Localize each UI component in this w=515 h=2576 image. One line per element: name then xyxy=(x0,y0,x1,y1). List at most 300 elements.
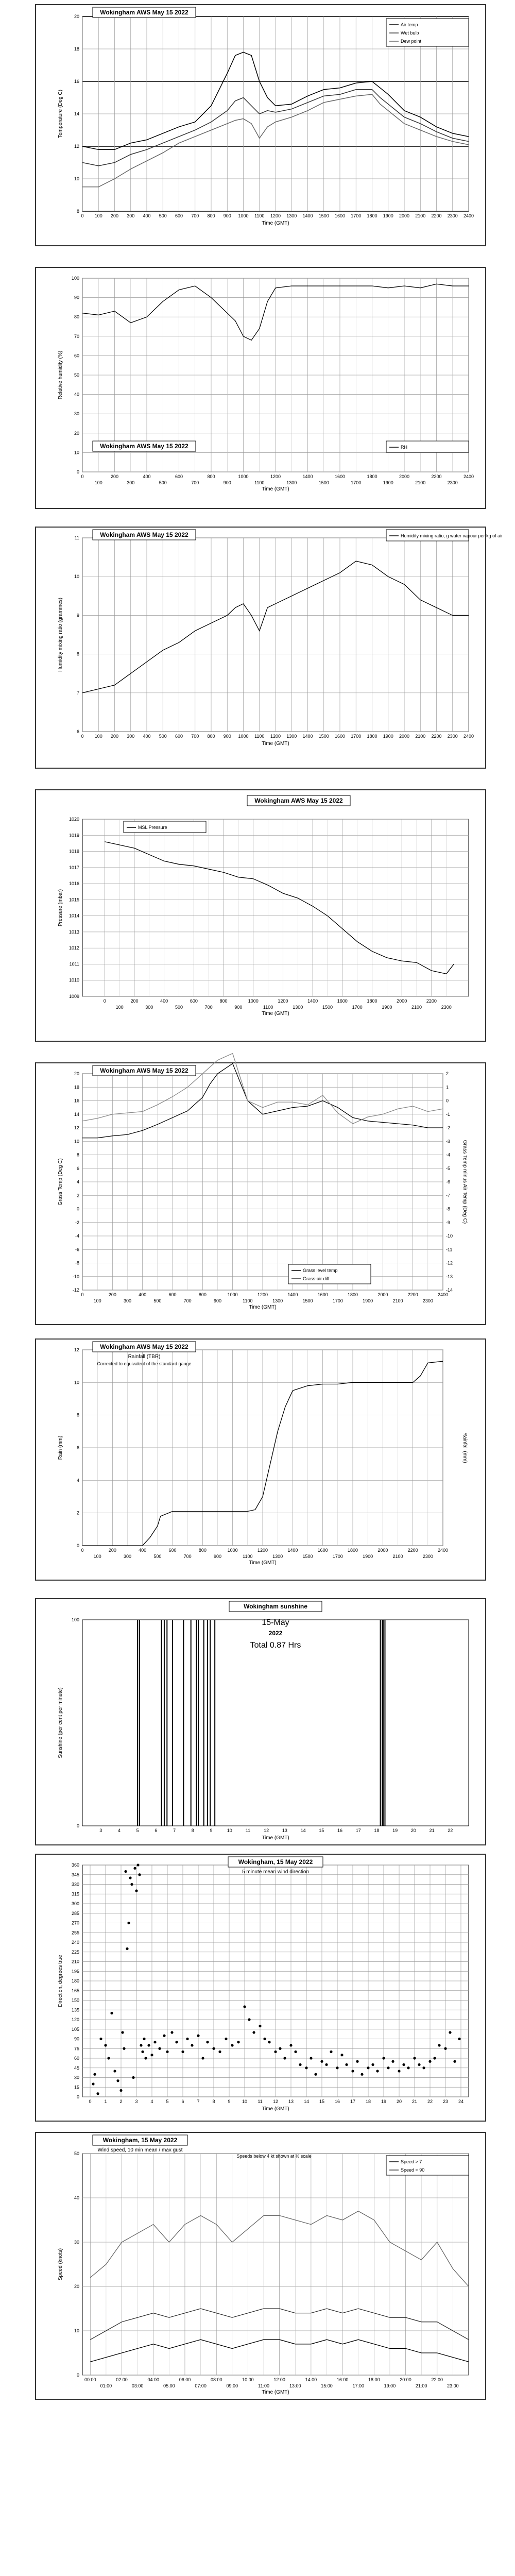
y-tick-label: 1015 xyxy=(68,897,79,903)
chart-title: Wokingham AWS May 15 2022 xyxy=(100,443,188,450)
y-right-tick-label: 1 xyxy=(446,1084,449,1090)
x-tick-label: 600 xyxy=(168,1292,177,1297)
legend-label: Air temp xyxy=(401,22,418,27)
wind-direction-point xyxy=(345,2063,348,2066)
x-tick-label: 2000 xyxy=(399,734,410,739)
x-tick-label: 19 xyxy=(392,1828,398,1833)
y-tick-label: 1017 xyxy=(68,865,79,870)
x-tick-label: 16:00 xyxy=(336,2377,349,2382)
wind-direction-point xyxy=(127,1922,130,1924)
legend-label: Wet bulb xyxy=(401,30,419,36)
x-tick-label: 1100 xyxy=(263,1005,273,1010)
x-tick-label: 900 xyxy=(213,1554,222,1559)
x-tick-label: 1900 xyxy=(383,480,393,485)
x-tick-label: 300 xyxy=(145,1005,153,1010)
x-tick-label: 2200 xyxy=(407,1292,418,1297)
y-tick-label: 30 xyxy=(74,411,79,417)
x-tick-label: 1000 xyxy=(227,1548,238,1553)
wind-direction-point xyxy=(99,2038,102,2040)
x-tick-label: 8 xyxy=(191,1828,194,1833)
x-tick-label: 1900 xyxy=(363,1298,373,1303)
x-tick-label: 18:00 xyxy=(368,2377,380,2382)
y-axis-label: Direction, degrees true xyxy=(58,1955,63,2007)
y-tick-label: 10 xyxy=(74,1380,79,1385)
y-tick-label: 6 xyxy=(76,1165,79,1171)
y-tick-label: 100 xyxy=(71,276,79,281)
x-tick-label: 4 xyxy=(150,2099,153,2104)
x-tick-label: 03:00 xyxy=(131,2383,144,2388)
wind-direction-point xyxy=(268,2041,270,2043)
wind-direction-point xyxy=(444,2047,447,2050)
wind-direction-point xyxy=(231,2044,233,2046)
chart-subtitle: Wind speed, 10 min mean / max gust xyxy=(97,2147,183,2153)
wind-direction-point xyxy=(206,2041,209,2043)
x-tick-label: 1100 xyxy=(254,213,265,218)
y-axis-label: Humidity mixing ratio (grammes) xyxy=(58,598,63,672)
x-tick-label: 16 xyxy=(337,1828,343,1833)
x-tick-label: 1200 xyxy=(257,1292,268,1297)
x-tick-label: 1300 xyxy=(272,1298,283,1303)
x-tick-label: 2100 xyxy=(415,480,426,485)
y-tick-label: -4 xyxy=(75,1233,79,1239)
x-tick-label: 2400 xyxy=(437,1548,449,1553)
x-tick-label: 1600 xyxy=(317,1292,328,1297)
y-tick-label: 20 xyxy=(74,2284,79,2289)
x-tick-label: 15:00 xyxy=(321,2383,333,2388)
y-tick-label: 8 xyxy=(76,1412,79,1418)
y-tick-label: 18 xyxy=(74,1084,79,1090)
y-tick-label: 1012 xyxy=(68,945,79,951)
x-tick-label: 04:00 xyxy=(147,2377,160,2382)
x-tick-label: 6 xyxy=(181,2099,184,2104)
legend-label: MSL Pressure xyxy=(138,825,167,830)
y-tick-label: -8 xyxy=(75,1260,79,1266)
wind-direction-point xyxy=(449,2031,451,2033)
x-tick-label: 600 xyxy=(175,474,183,479)
y-tick-label: 0 xyxy=(76,1823,79,1828)
y-tick-label: 285 xyxy=(71,1910,79,1916)
x-tick-label: 08:00 xyxy=(210,2377,222,2382)
wind-direction-point xyxy=(259,2025,261,2027)
chart-subtitle: 5 minute mean wind direction xyxy=(242,1869,310,1875)
y-tick-label: 8 xyxy=(76,651,79,657)
y-right-tick-label: -2 xyxy=(446,1125,451,1130)
wind-direction-point xyxy=(136,1863,139,1866)
x-tick-label: 200 xyxy=(108,1292,116,1297)
x-tick-label: 1000 xyxy=(238,734,249,739)
x-tick-label: 1400 xyxy=(287,1292,298,1297)
x-axis-label: Time (GMT) xyxy=(249,1304,277,1310)
y-tick-label: 1019 xyxy=(68,833,79,838)
x-tick-label: 02:00 xyxy=(116,2377,128,2382)
x-tick-label: 11 xyxy=(245,1828,251,1833)
legend-label: Grass-air diff xyxy=(303,1276,330,1281)
x-tick-label: 20:00 xyxy=(400,2377,411,2382)
y-tick-label: 10 xyxy=(74,450,79,455)
x-tick-label: 1800 xyxy=(347,1292,358,1297)
wind-direction-point xyxy=(119,2089,122,2092)
y-tick-label: 360 xyxy=(71,1862,79,1868)
y-tick-label: 14 xyxy=(74,111,79,116)
wind-direction-point xyxy=(116,2079,119,2082)
y-tick-label: 120 xyxy=(71,2017,79,2022)
wind-direction-point xyxy=(428,2060,431,2063)
x-tick-label: 800 xyxy=(207,734,215,739)
legend-label: Dew point xyxy=(401,39,422,44)
y-tick-label: -10 xyxy=(72,1274,79,1279)
x-tick-label: 20 xyxy=(396,2099,402,2104)
wind-direction-point xyxy=(92,2082,94,2085)
wind-direction-point xyxy=(107,2057,110,2059)
x-tick-label: 21 xyxy=(429,1828,435,1833)
x-tick-label: 1500 xyxy=(318,734,329,739)
y-right-tick-label: 2 xyxy=(446,1071,449,1076)
x-tick-label: 2100 xyxy=(392,1298,403,1303)
x-tick-label: 21 xyxy=(411,2099,418,2104)
x-tick-label: 1900 xyxy=(383,213,393,218)
y-tick-label: 135 xyxy=(71,2007,79,2013)
x-tick-label: 24 xyxy=(458,2099,464,2104)
x-tick-label: 13:00 xyxy=(289,2383,301,2388)
x-tick-label: 1300 xyxy=(286,213,297,218)
x-tick-label: 2100 xyxy=(415,213,426,218)
x-tick-label: 500 xyxy=(153,1554,162,1559)
y-axis-label: Relative humidity (%) xyxy=(58,350,63,400)
wind-direction-point xyxy=(402,2063,405,2066)
wind-direction-point xyxy=(325,2063,328,2066)
x-tick-label: 900 xyxy=(223,734,231,739)
chart-panel-mixing-ratio xyxy=(35,527,503,769)
chart-panel-temperature xyxy=(35,4,486,246)
wind-direction-point xyxy=(191,2044,193,2046)
x-tick-label: 600 xyxy=(168,1548,177,1553)
x-tick-label: 1500 xyxy=(302,1298,313,1303)
y-tick-label: 75 xyxy=(74,2046,79,2052)
y-tick-label: 15 xyxy=(74,2084,79,2090)
x-tick-label: 700 xyxy=(183,1298,192,1303)
y-tick-label: 12 xyxy=(74,144,79,149)
wind-direction-point xyxy=(150,2054,153,2056)
x-tick-label: 400 xyxy=(160,998,168,1004)
x-tick-label: 9 xyxy=(210,1828,213,1833)
y-tick-label: 100 xyxy=(71,1617,79,1622)
x-tick-label: 1400 xyxy=(287,1548,298,1553)
x-tick-label: 200 xyxy=(110,474,119,479)
x-tick-label: 600 xyxy=(190,998,198,1004)
x-tick-label: 3 xyxy=(99,1828,102,1833)
x-tick-label: 1900 xyxy=(363,1554,373,1559)
plot-area xyxy=(82,1620,469,1826)
y-tick-label: 1010 xyxy=(68,977,79,983)
x-tick-label: 1700 xyxy=(351,480,362,485)
chart-total: Total 0.87 Hrs xyxy=(250,1641,301,1650)
y-right-tick-label: -5 xyxy=(446,1165,451,1171)
x-axis-label: Time (GMT) xyxy=(262,741,289,747)
y-axis-label: Grass Temp (Deg C) xyxy=(58,1158,63,1206)
x-tick-label: 23:00 xyxy=(447,2383,459,2388)
y-tick-label: 1016 xyxy=(68,881,79,887)
x-tick-label: 1000 xyxy=(238,213,249,218)
x-tick-label: 2200 xyxy=(431,474,442,479)
y-right-axis-label: Grass Temp minus Air Temp (Deg C) xyxy=(462,1140,468,1224)
wind-direction-point xyxy=(360,2073,363,2076)
x-tick-label: 500 xyxy=(159,734,167,739)
x-tick-label: 17:00 xyxy=(352,2383,364,2388)
x-tick-label: 11:00 xyxy=(258,2383,269,2388)
x-tick-label: 19 xyxy=(381,2099,387,2104)
y-tick-label: -6 xyxy=(75,1247,79,1252)
x-tick-label: 1700 xyxy=(332,1554,343,1559)
chart-title: Wokingham AWS May 15 2022 xyxy=(254,797,343,804)
y-tick-label: 16 xyxy=(74,79,79,84)
wind-direction-point xyxy=(212,2047,215,2050)
wind-direction-point xyxy=(123,2047,125,2050)
chart-panel-rainfall xyxy=(35,1338,486,1581)
y-tick-label: 1009 xyxy=(68,994,79,999)
wind-direction-point xyxy=(248,2018,250,2021)
x-tick-label: 4 xyxy=(117,1828,121,1833)
x-tick-label: 7 xyxy=(173,1828,176,1833)
y-right-tick-label: -1 xyxy=(446,1111,451,1117)
legend-box xyxy=(386,2156,469,2175)
y-tick-label: 1013 xyxy=(68,929,79,935)
x-tick-label: 23 xyxy=(442,2099,449,2104)
wind-direction-point xyxy=(96,2092,99,2095)
y-tick-label: 7 xyxy=(76,690,79,696)
y-tick-label: 30 xyxy=(74,2075,79,2080)
wind-direction-point xyxy=(279,2047,281,2050)
x-tick-label: 100 xyxy=(93,1554,101,1559)
x-tick-label: 1300 xyxy=(286,480,297,485)
x-tick-label: 1500 xyxy=(322,1005,333,1010)
wind-speed-chart xyxy=(36,2133,485,2399)
y-tick-label: 10 xyxy=(74,2328,79,2333)
y-tick-label: 8 xyxy=(76,1152,79,1158)
x-tick-label: 0 xyxy=(81,1292,84,1297)
wind-direction-point xyxy=(453,2060,456,2063)
y-tick-label: 10 xyxy=(74,1139,79,1144)
x-tick-label: 900 xyxy=(223,480,231,485)
y-tick-label: 1014 xyxy=(68,913,79,919)
chart-note: Corrected to equivalent of the standard gauge xyxy=(97,1361,192,1366)
y-tick-label: 6 xyxy=(76,1445,79,1450)
wind-direction-point xyxy=(382,2057,385,2059)
x-tick-label: 1 xyxy=(104,2099,107,2104)
x-tick-label: 10 xyxy=(242,2099,248,2104)
wind-direction-point xyxy=(104,2044,107,2046)
wind-direction-point xyxy=(340,2054,343,2056)
x-tick-label: 2200 xyxy=(431,734,442,739)
x-tick-label: 0 xyxy=(81,734,84,739)
y-tick-label: -12 xyxy=(72,1287,79,1293)
x-tick-label: 01:00 xyxy=(100,2383,112,2388)
x-tick-label: 900 xyxy=(223,213,231,218)
x-tick-label: 100 xyxy=(94,213,102,218)
humidity-chart xyxy=(36,268,485,508)
x-tick-label: 500 xyxy=(175,1005,183,1010)
wind-direction-point xyxy=(299,2063,301,2066)
wind-direction-point xyxy=(274,2050,277,2053)
wind-direction-point xyxy=(225,2038,227,2040)
y-tick-label: 16 xyxy=(74,1098,79,1104)
x-tick-label: 700 xyxy=(204,1005,213,1010)
chart-panel-humidity xyxy=(35,267,486,509)
x-tick-label: 700 xyxy=(191,480,199,485)
x-tick-label: 800 xyxy=(198,1548,207,1553)
wind-direction-point xyxy=(263,2038,266,2040)
x-tick-label: 1500 xyxy=(318,480,329,485)
wind-direction-point xyxy=(175,2041,178,2043)
x-tick-label: 1300 xyxy=(272,1554,283,1559)
y-tick-label: 10 xyxy=(74,176,79,181)
wind-direction-point xyxy=(121,2031,124,2033)
y-tick-label: 4 xyxy=(76,1478,79,1483)
x-tick-label: 21:00 xyxy=(415,2383,427,2388)
x-tick-label: 1800 xyxy=(347,1548,358,1553)
x-tick-label: 800 xyxy=(207,474,215,479)
wind-direction-point xyxy=(110,2012,113,2014)
x-tick-label: 300 xyxy=(123,1298,132,1303)
x-tick-label: 09:00 xyxy=(226,2383,238,2388)
wind-direction-point xyxy=(140,2044,142,2046)
y-tick-label: 40 xyxy=(74,2195,79,2200)
y-right-tick-label: 0 xyxy=(446,1098,449,1104)
y-right-tick-label: -3 xyxy=(446,1139,451,1144)
x-tick-label: 1800 xyxy=(367,734,377,739)
y-right-tick-label: -10 xyxy=(446,1233,453,1239)
x-tick-label: 15 xyxy=(319,1828,324,1833)
mixing-ratio-chart xyxy=(36,528,503,768)
x-tick-label: 400 xyxy=(139,1292,147,1297)
y-axis-label: Temperature (Deg C) xyxy=(58,90,63,138)
y-tick-label: 14 xyxy=(74,1111,79,1117)
y-tick-label: 165 xyxy=(71,1988,79,1993)
x-tick-label: 1800 xyxy=(367,474,377,479)
chart-date: 15-May xyxy=(262,1618,289,1627)
y-axis-label: Pressure (mbar) xyxy=(58,889,63,927)
chart-title: Wokingham, 15 May 2022 xyxy=(238,1858,313,1866)
y-tick-label: 60 xyxy=(74,2056,79,2061)
wind-direction-chart xyxy=(36,1855,485,2121)
y-tick-label: 300 xyxy=(71,1901,79,1906)
y-right-tick-label: -6 xyxy=(446,1179,451,1184)
wind-direction-point xyxy=(407,2066,409,2069)
x-tick-label: 200 xyxy=(130,998,139,1004)
wind-direction-point xyxy=(141,2050,144,2053)
x-tick-label: 0 xyxy=(81,1548,84,1553)
x-tick-label: 1200 xyxy=(257,1548,268,1553)
y-tick-label: -2 xyxy=(75,1219,79,1225)
x-tick-label: 1600 xyxy=(334,734,346,739)
chart-title: Wokingham AWS May 15 2022 xyxy=(100,9,188,16)
y-tick-label: 20 xyxy=(74,430,79,436)
x-tick-label: 1000 xyxy=(227,1292,238,1297)
x-tick-label: 2200 xyxy=(426,998,437,1004)
x-tick-label: 1400 xyxy=(302,474,313,479)
wind-direction-point xyxy=(130,1883,133,1886)
y-tick-label: 60 xyxy=(74,353,79,359)
x-tick-label: 2300 xyxy=(441,1005,452,1010)
wind-direction-point xyxy=(124,1870,127,1873)
wind-direction-point xyxy=(387,2066,389,2069)
x-tick-label: 1100 xyxy=(254,734,265,739)
x-tick-label: 800 xyxy=(207,213,215,218)
x-tick-label: 2000 xyxy=(399,213,410,218)
x-tick-label: 1700 xyxy=(332,1298,343,1303)
y-tick-label: 12 xyxy=(74,1125,79,1130)
legend-label: Grass level temp xyxy=(303,1268,338,1273)
y-tick-label: 0 xyxy=(76,1206,79,1212)
chart-title: Wokingham, 15 May 2022 xyxy=(102,2137,178,2144)
y-tick-label: 2 xyxy=(76,1193,79,1198)
x-tick-label: 0 xyxy=(103,998,106,1004)
wind-direction-point xyxy=(170,2031,173,2033)
y-tick-label: 0 xyxy=(76,2094,79,2099)
x-tick-label: 12 xyxy=(264,1828,269,1833)
x-tick-label: 2000 xyxy=(397,998,407,1004)
y-tick-label: 195 xyxy=(71,1969,79,1974)
chart-title: Wokingham AWS May 15 2022 xyxy=(100,1343,188,1350)
y-tick-label: 345 xyxy=(71,1872,79,1877)
wind-direction-point xyxy=(314,2073,317,2076)
y-tick-label: 18 xyxy=(74,46,79,52)
x-tick-label: 2300 xyxy=(447,480,458,485)
x-tick-label: 1200 xyxy=(270,474,281,479)
y-tick-label: 270 xyxy=(71,1920,79,1926)
x-tick-label: 9 xyxy=(228,2099,231,2104)
y-tick-label: 9 xyxy=(76,613,79,618)
wind-direction-point xyxy=(163,2035,165,2037)
chart-panel-wind-direction xyxy=(35,1854,486,2122)
x-tick-label: 200 xyxy=(108,1548,116,1553)
x-tick-label: 1800 xyxy=(367,213,377,218)
wind-direction-point xyxy=(166,2050,168,2053)
y-tick-label: 0 xyxy=(76,2372,79,2378)
y-tick-label: 0 xyxy=(76,469,79,474)
x-tick-label: 500 xyxy=(159,480,167,485)
x-axis-label: Time (GMT) xyxy=(262,221,289,226)
x-tick-label: 100 xyxy=(93,1298,101,1303)
x-tick-label: 07:00 xyxy=(195,2383,207,2388)
x-tick-label: 13 xyxy=(282,1828,287,1833)
y-axis-label: Rain (mm) xyxy=(58,1435,63,1460)
legend-label: Speed < 90 xyxy=(401,2167,425,2173)
y-tick-label: 0 xyxy=(76,1543,79,1548)
x-tick-label: 15 xyxy=(319,2099,325,2104)
wind-direction-point xyxy=(135,1889,138,1892)
x-axis-label: Time (GMT) xyxy=(262,2106,289,2112)
x-tick-label: 1400 xyxy=(302,734,313,739)
wind-direction-point xyxy=(422,2066,425,2069)
sunshine-chart xyxy=(36,1599,485,1844)
x-tick-label: 05:00 xyxy=(163,2383,175,2388)
chart-title: Wokingham AWS May 15 2022 xyxy=(100,1067,188,1074)
x-tick-label: 300 xyxy=(127,213,135,218)
x-tick-label: 400 xyxy=(143,734,151,739)
chart-panel-pressure xyxy=(35,789,486,1042)
y-right-axis-label: Rainfall (mm) xyxy=(462,1432,468,1463)
x-tick-label: 1700 xyxy=(351,734,362,739)
x-tick-label: 1100 xyxy=(243,1554,253,1559)
y-tick-label: 1018 xyxy=(68,849,79,854)
chart-subtitle: Rainfall (TBR) xyxy=(128,1354,161,1360)
x-tick-label: 1500 xyxy=(318,213,329,218)
y-tick-label: 210 xyxy=(71,1959,79,1964)
y-tick-label: 1020 xyxy=(68,817,79,822)
x-tick-label: 1500 xyxy=(302,1554,313,1559)
x-tick-label: 400 xyxy=(139,1548,147,1553)
x-tick-label: 0 xyxy=(81,474,84,479)
